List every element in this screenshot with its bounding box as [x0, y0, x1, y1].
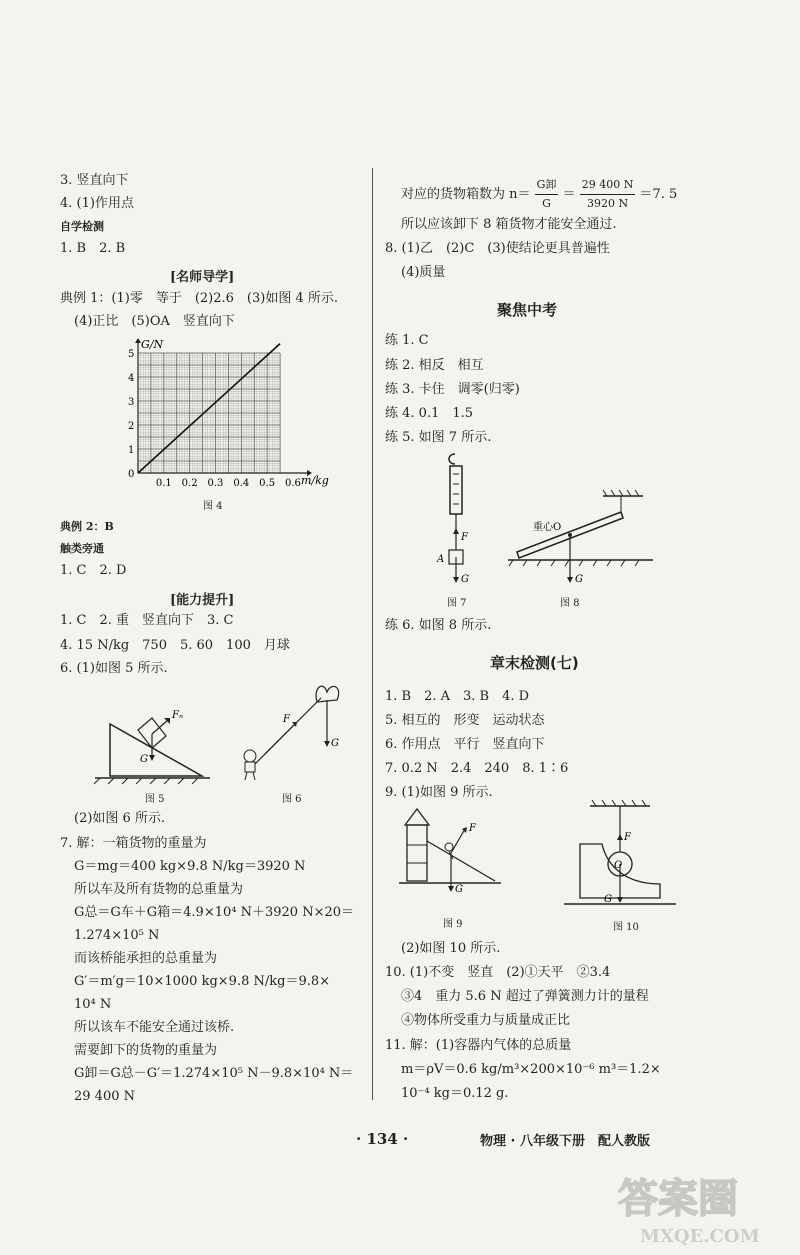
answer-line: 1. C 2. D: [60, 563, 127, 578]
fig10-gravity-label: G: [604, 894, 612, 905]
y-tick-label: 4: [128, 373, 135, 384]
answer-line: 10⁻⁴ kg＝0.12 g.: [401, 1086, 509, 1101]
fig7-force-label: F: [461, 532, 468, 543]
answer-line: (4)正比 (5)OA 竖直向下: [74, 314, 235, 329]
figure-caption: 图 8: [560, 598, 580, 609]
answer-line: 10. (1)不变 竖直 (2)①天平 ②3.4: [385, 965, 611, 980]
x-axis-label: m/kg: [301, 474, 329, 487]
answer-line: 练 6. 如图 8 所示.: [385, 618, 492, 633]
y-tick-label: 5: [128, 349, 135, 360]
answer-line: 练 4. 0.1 1.5: [385, 406, 474, 421]
answer-line: G总＝G车＋G箱＝4.9×10⁴ N＋3920 N×20＝: [74, 905, 355, 920]
x-tick-label: 0.4: [233, 478, 250, 488]
fraction: [580, 176, 636, 213]
figure-caption: 图 7: [447, 598, 467, 609]
answer-line: ③4 重力 5.6 N 超过了弹簧测力计的量程: [401, 989, 649, 1004]
x-tick-label: 0.6: [285, 478, 301, 488]
fig9-gravity-label: G: [455, 884, 463, 895]
answer-line: 所以应该卸下 8 箱货物才能安全通过.: [401, 217, 617, 232]
y-tick-label: 0: [128, 469, 135, 480]
book-title: 物理 · 八年级下册 配人教版: [480, 1134, 650, 1149]
fig10-force-label: F: [624, 832, 631, 843]
figure-9-slide: [395, 805, 505, 895]
answer-line: G＝mg＝400 kg×9.8 N/kg＝3920 N: [74, 859, 306, 874]
answer-line: G′＝m′g＝10×1000 kg×9.8 N/kg＝9.8×: [74, 974, 331, 989]
fig6-gravity-label: G: [331, 738, 339, 749]
watermark-logo: [610, 1160, 790, 1250]
x-tick-label: 0.2: [181, 478, 198, 488]
figure-7-spring-scale: [425, 450, 505, 590]
answer-line: m＝ρV＝0.6 kg/m³×200×10⁻⁶ m³＝1.2×: [401, 1062, 661, 1077]
answer-line: G卸＝G总－G′＝1.274×10⁵ N－9.8×10⁴ N＝: [74, 1066, 354, 1081]
answer-line: 3. 竖直向下: [60, 173, 129, 188]
chart-axes: [135, 338, 312, 476]
answer-line: 练 5. 如图 7 所示.: [385, 430, 492, 445]
answer-line: 4. (1)作用点: [60, 196, 134, 211]
fig7-block-label: A: [437, 554, 445, 565]
answer-line: 练 2. 相反 相互: [385, 358, 484, 373]
section-heading: 聚焦中考: [497, 301, 558, 319]
equals-sign: ＝: [562, 187, 576, 202]
answer-line: (2)如图 10 所示.: [401, 941, 501, 956]
answer-line: 需要卸下的货物的重量为: [74, 1043, 218, 1058]
answer-line: ④物体所受重力与质量成正比: [401, 1013, 571, 1028]
answer-line: 1. B 2. A 3. B 4. D: [385, 689, 530, 704]
figure-caption: 图 5: [145, 794, 165, 805]
figure-4-chart: [105, 338, 335, 488]
answer-line: 6. (1)如图 5 所示.: [60, 661, 168, 676]
watermark-line1: 答案圈: [618, 1175, 738, 1222]
y-tick-label: 3: [128, 397, 135, 408]
page-number: · 134 ·: [356, 1130, 409, 1148]
answer-line: (4)质量: [401, 265, 446, 280]
y-axis-label: G/N: [141, 338, 164, 351]
figure-8-inclined-bar: [503, 488, 668, 588]
fig7-gravity-label: G: [461, 574, 469, 585]
fig10-center-label: O: [614, 860, 623, 871]
answer-line: 而该桥能承担的总重量为: [74, 951, 218, 966]
formula-result: ＝7. 5: [639, 187, 678, 202]
fig6-force-label: F: [283, 714, 290, 725]
fig8-gravity-label: G: [575, 574, 583, 585]
answer-line: [401, 176, 677, 213]
watermark-line2: MXQE.COM: [640, 1226, 760, 1247]
fraction-denominator: G: [542, 197, 551, 210]
answer-line: 9. (1)如图 9 所示.: [385, 785, 493, 800]
answer-line: 所以车及所有货物的总重量为: [74, 882, 244, 897]
section-heading: 章末检测(七): [490, 654, 579, 672]
answer-line: 1. C 2. 重 竖直向下 3. C: [60, 613, 234, 628]
answer-line: 典例 2：B: [60, 520, 114, 533]
answer-line: 4. 15 N/kg 750 5. 60 100 月球: [60, 638, 290, 653]
figure-caption: 图 9: [443, 919, 463, 930]
figure-10-hanging-ball: [560, 800, 680, 912]
answer-line: 7. 0.2 N 2.4 240 8. 1∶6: [385, 761, 569, 776]
figure-caption: 图 6: [282, 794, 302, 805]
fig8-center-label: 重心O: [533, 522, 562, 533]
x-tick-label: 0.5: [259, 478, 276, 488]
answer-line: 练 1. C: [385, 333, 429, 348]
answer-line: 1.274×10⁵ N: [74, 928, 160, 943]
answer-line: 11. 解：(1)容器内气体的总质量: [385, 1038, 572, 1053]
fig5-force-label: Fₙ: [172, 710, 183, 721]
formula-prefix: 对应的货物箱数为 n＝: [401, 187, 531, 202]
fraction-numerator: 29 400 N: [580, 176, 636, 195]
x-tick-label: 0.1: [155, 478, 172, 488]
answer-line: 所以该车不能安全通过该桥.: [74, 1020, 235, 1035]
answer-line: 7. 解：一箱货物的重量为: [60, 836, 207, 851]
section-heading: [能力提升]: [170, 593, 235, 608]
fig9-force-label: F: [469, 823, 476, 834]
section-label: 触类旁通: [60, 542, 104, 555]
fraction-numerator: G卸: [535, 176, 559, 195]
fraction-denominator: 3920 N: [587, 197, 629, 210]
figure-6-kite: [235, 678, 355, 788]
answer-line: (2)如图 6 所示.: [74, 811, 166, 826]
answer-line: 5. 相互的 形变 运动状态: [385, 713, 545, 728]
y-tick-label: 1: [128, 445, 135, 456]
answer-line: 29 400 N: [74, 1089, 135, 1104]
x-tick-label: 0.3: [207, 478, 224, 488]
section-label: 自学检测: [60, 220, 104, 233]
fig5-gravity-label: G: [140, 754, 148, 765]
figure-caption: 图 10: [613, 922, 639, 933]
figure-caption: 图 4: [203, 501, 223, 512]
fraction: [535, 176, 559, 213]
answer-line: 1. B 2. B: [60, 241, 126, 256]
section-heading: [名师导学]: [170, 270, 235, 285]
answer-line: 典例 1：(1)零 等于 (2)2.6 (3)如图 4 所示.: [60, 291, 338, 306]
answer-line: 8. (1)乙 (2)C (3)使结论更具普遍性: [385, 241, 610, 256]
figure-5-incline: [90, 700, 220, 785]
answer-line: 10⁴ N: [74, 997, 112, 1012]
column-divider: [372, 168, 373, 1100]
chart-grid: [138, 353, 280, 473]
y-tick-label: 2: [128, 421, 135, 432]
answer-line: 6. 作用点 平行 竖直向下: [385, 737, 545, 752]
answer-line: 练 3. 卡住 调零(归零): [385, 382, 520, 397]
